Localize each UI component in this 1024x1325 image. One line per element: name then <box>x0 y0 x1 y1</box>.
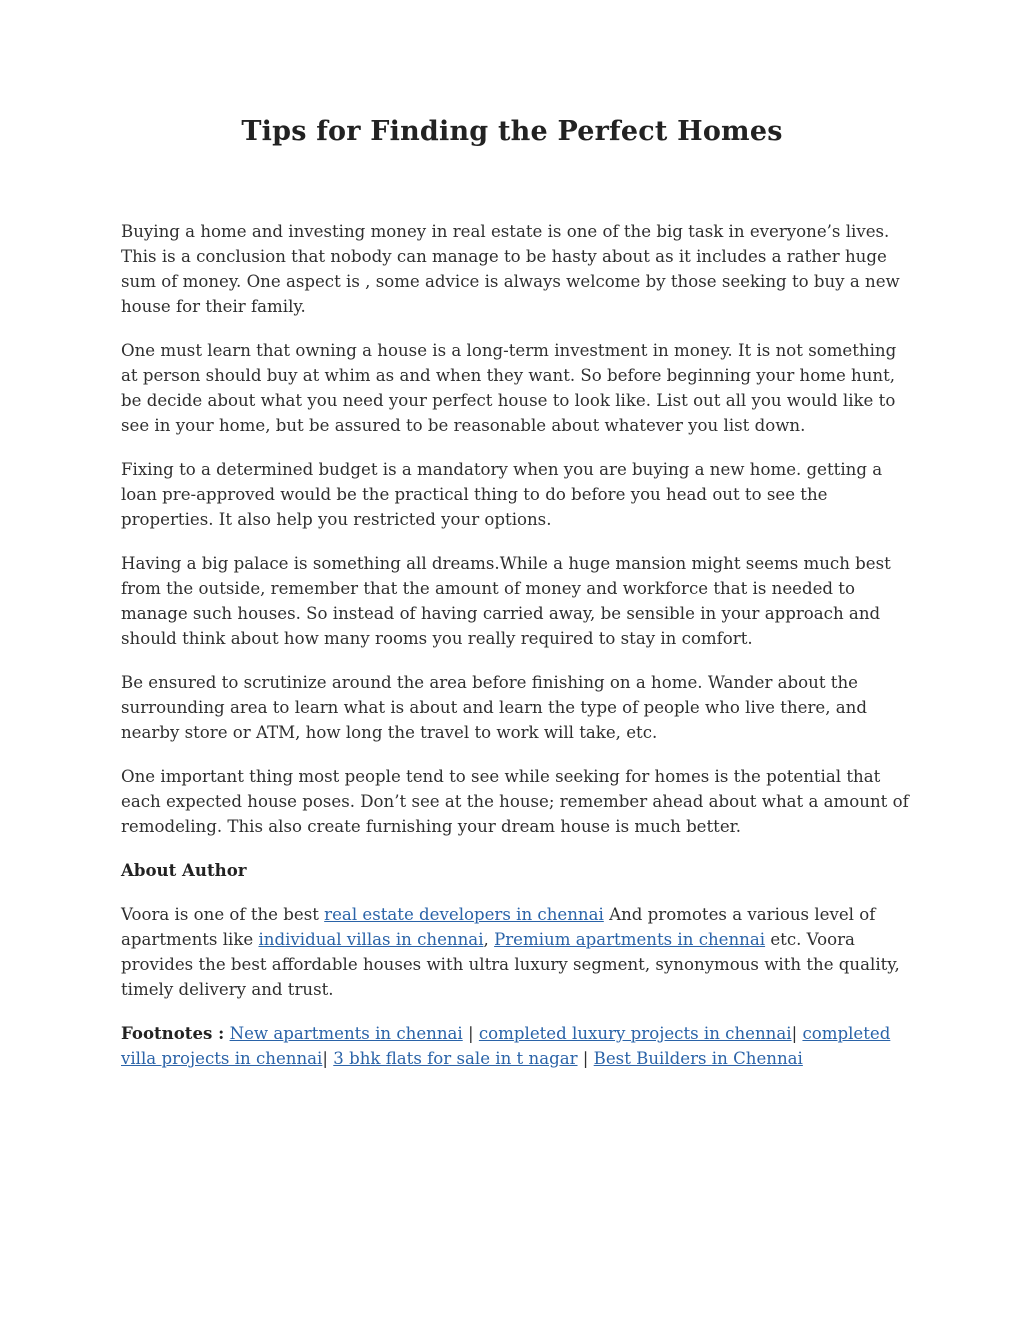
footnotes-paragraph <box>121 1021 911 1071</box>
about-author-paragraph <box>121 902 911 1002</box>
about-text-segment: etc. Voora provides the best affordable houses with ultra luxury segment, synonymous with the quality, timely delivery and trust. <box>121 930 900 999</box>
footnote-separator: | <box>577 1049 594 1068</box>
paragraph: Be ensured to scrutinize around the area before finishing on a home. Wander about the surrounding area to learn what is about and learn the type of people who live there, and nearby store or ATM, how long the travel to work will take, etc. <box>121 673 867 742</box>
paragraph: One important thing most people tend to see while seeking for homes is the potential that each expected house poses. Don’t see at the house; remember ahead about what a amount of remodeling. This also create furnishing your dream house is much better. <box>121 767 909 836</box>
about-text-segment: And promotes a various level of apartments like <box>121 905 876 949</box>
footnote-separator: | <box>462 1024 479 1043</box>
link-completed-luxury-projects[interactable]: completed luxury projects in chennai <box>478 1024 792 1043</box>
about-text-segment: , <box>483 930 495 949</box>
link-best-builders[interactable]: Best Builders in Chennai <box>593 1049 803 1068</box>
paragraph: One must learn that owning a house is a long-term investment in money. It is not something at person should buy at whim as and when they want. So before beginning your home hunt, be decide about what you need your perfect house to look like. List out all you would like to see in your home, but be assured to be reasonable about whatever you list down. <box>121 341 897 435</box>
link-new-apartments[interactable]: New apartments in chennai <box>229 1024 463 1043</box>
about-author-heading: About Author <box>121 860 247 880</box>
paragraph: Having a big palace is something all dreams.While a huge mansion might seems much best from the outside, remember that the amount of money and workforce that is needed to manage such houses. So instead of having carried away, be sensible in your approach and should think about how many rooms you really required to stay in comfort. <box>121 554 891 648</box>
paragraph: Buying a home and investing money in real estate is one of the big task in everyone’s lives. This is a conclusion that nobody can manage to be hasty about as it includes a rather huge sum of money. One aspect is , some advice is always welcome by those seeking to buy a new house for their family. <box>121 222 900 316</box>
footnote-separator: | <box>322 1049 334 1068</box>
paragraph: Fixing to a determined budget is a mandatory when you are buying a new home. getting a loan pre-approved would be the practical thing to do before you head out to see the properties. It also help you restricted your options. <box>121 460 883 529</box>
page-title: Tips for Finding the Perfect Homes <box>241 116 783 147</box>
about-text-segment: Voora is one of the best <box>121 905 325 924</box>
footnote-separator: | <box>791 1024 803 1043</box>
link-individual-villas[interactable]: individual villas in chennai <box>258 930 484 949</box>
link-real-estate-developers[interactable]: real estate developers in chennai <box>324 905 604 924</box>
article-body <box>121 219 911 1090</box>
link-completed-villa-projects[interactable]: completed villa projects in chennai <box>121 1024 891 1068</box>
footnotes-label: Footnotes : <box>121 1023 225 1043</box>
link-premium-apartments[interactable]: Premium apartments in chennai <box>494 930 766 949</box>
link-3bhk-flats[interactable]: 3 bhk flats for sale in t nagar <box>333 1049 578 1068</box>
